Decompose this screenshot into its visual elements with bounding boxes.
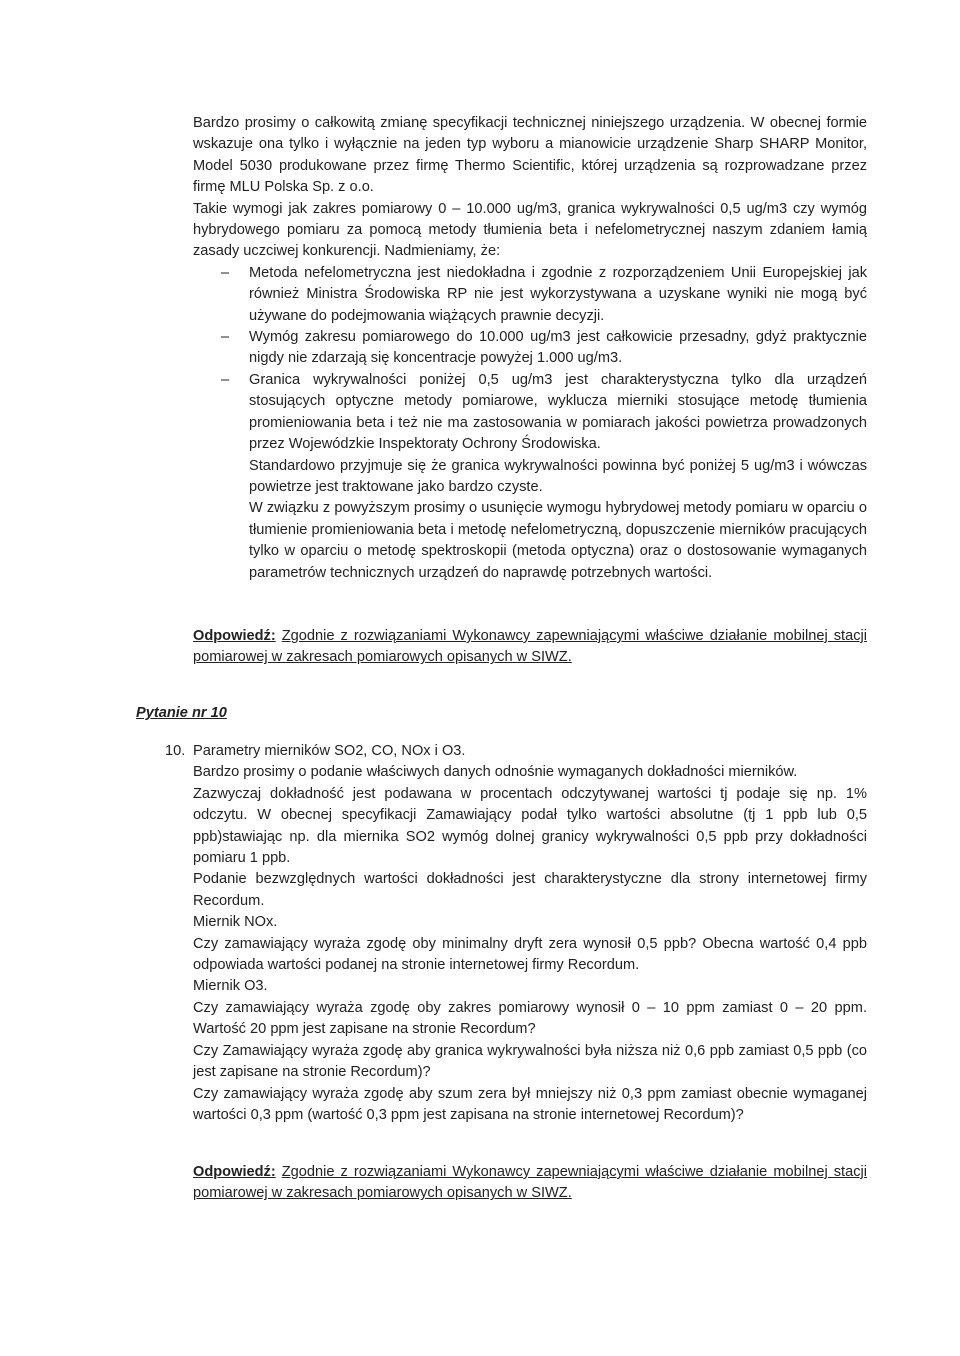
answer-text: Zgodnie z rozwiązaniami Wykonawcy zapewniającymi właściwe działanie mobilnej stacji pomiarowej w zakresach pomiarowych opisanych w SIWZ.: [193, 1164, 867, 1202]
question-title-text: Parametry mierników SO2, CO, NOx i O3.: [193, 743, 466, 759]
question-number: 10.: [165, 743, 186, 759]
question-paragraph: Miernik O3.: [193, 978, 268, 995]
intro-section: [193, 113, 867, 584]
dash-marker: –: [221, 264, 230, 281]
question-paragraph: Czy zamawiający wyraża zgodę aby szum zera był mniejszy niż 0,3 ppm zamiast obecnie wymaganej wartości 0,3 ppm (wartość 0,3 ppm jest zapisana na stronie internetowej Recordum)?: [193, 1085, 867, 1123]
question-paragraph: Bardzo prosimy o podanie właściwych danych odnośnie wymaganych dokładności mierników.: [193, 764, 798, 781]
intro-paragraph: Bardzo prosimy o całkowitą zmianę specyfikacji technicznej niniejszego urządzenia. W obecnej formie wskazuje ona tylko i wyłącznie na jeden typ wyboru a mianowicie urządzenie Sharp SHARP Monitor, Model 5030 produkowane przez firmę Thermo Scientific, której urządzenia są rozprowadzane przez firmę MLU Polska Sp. z o.o.: [193, 115, 867, 196]
question-heading: Pytanie nr 10: [136, 705, 227, 721]
question-paragraph: Czy zamawiający wyraża zgodę oby zakres pomiarowy wynosił 0 – 10 ppm zamiast 0 – 20 ppm. Wartość 20 ppm jest zapisane na stronie Recordum?: [193, 999, 867, 1038]
answer-label: Odpowiedź:: [193, 1164, 276, 1180]
intro-paragraph: Takie wymogi jak zakres pomiarowy 0 – 10.000 ug/m3, granica wykrywalności 0,5 ug/m3 czy wymóg hybrydowego pomiaru za pomocą metody tłumienia beta i nefelometrycznej naszym zdaniem łamią zasady uczciwej konkurencji. Nadmieniamy, że:: [193, 200, 867, 260]
answer-label: Odpowiedź:: [193, 628, 276, 644]
answer-block: [193, 1162, 867, 1205]
question-title: [165, 741, 867, 762]
question-paragraph: Czy zamawiający wyraża zgodę oby minimalny dryft zera wynosił 0,5 ppb? Obecna wartość 0,4 ppb odpowiada wartości podanej na stronie internetowej firmy Recordum.: [193, 935, 867, 974]
continuation-paragraph: W związku z powyższym prosimy o usunięcie wymogu hybrydowej metody pomiaru w oparciu o tłumienie promieniowania beta i metodę nefelometryczną, dopuszczenie mierników pracujących tylko w oparciu o metodę spektroskopii (metoda optyczna) oraz o dostosowanie wymaganych parametrów technicznych urządzeń do naprawdę potrzebnych wartości.: [249, 500, 867, 581]
bullet-text: Metoda nefelometryczna jest niedokładna i zgodnie z rozporządzeniem Unii Europejskiej jak również Ministra Środowiska RP nie jest wykorzystywana a uzyskane wyniki nie mogą być używane do podejmowania wiążących prawnie decyzji.: [249, 264, 867, 324]
question-paragraph: Czy Zamawiający wyraża zgodę aby granica wykrywalności była niższa niż 0,6 ppb zamiast 0,5 ppb (co jest zapisane na stronie Recordum)?: [193, 1042, 867, 1081]
bullet-text: Wymóg zakresu pomiarowego do 10.000 ug/m3 jest całkowicie przesadny, gdyż praktycznie nigdy nie zdarzają się koncentracje powyżej 1.000 ug/m3.: [249, 329, 867, 367]
dash-marker: –: [221, 371, 230, 388]
answer-block: [193, 626, 867, 669]
bullet-item: [193, 327, 867, 370]
question-paragraph: Zazwyczaj dokładność jest podawana w procentach odczytywanej wartości tj podaje się np. 1% odczytu. W obecnej specyfikacji Zamawiający podał tylko wartości absolutne (tj 1 ppb lub 0,5 ppb)stawiając np. dla miernika SO2 wymóg dolnej granicy wykrywalności 0,5 ppb przy dokładności pomiaru 1 ppb.: [193, 785, 867, 867]
bullet-item: [193, 263, 867, 327]
dash-marker: –: [221, 329, 230, 346]
question-paragraph: Podanie bezwzględnych wartości dokładności jest charakterystyczne dla strony internetowej firmy Recordum.: [193, 871, 867, 909]
continuation-paragraph: Standardowo przyjmuje się że granica wykrywalności powinna być poniżej 5 ug/m3 i wówczas powietrze jest traktowane jako bardzo czyste.: [249, 457, 867, 495]
question-10-section: [165, 741, 867, 1126]
bullet-text: Granica wykrywalności poniżej 0,5 ug/m3 jest charakterystyczna tylko dla urządzeń stosujących optyczne metody pomiarowe, wyklucza mierniki stosujące metodę tłumienia promieniowania beta i też nie ma zastosowania w pomiarach jakości powietrza prowadzonych przez Wojewódzkie Inspektoraty Ochrony Środowiska.: [249, 371, 867, 453]
question-paragraph: Miernik NOx.: [193, 914, 278, 931]
answer-text: Zgodnie z rozwiązaniami Wykonawcy zapewniającymi właściwe działanie mobilnej stacji pomiarowej w zakresach pomiarowych opisanych w SIWZ.: [193, 628, 867, 666]
bullet-item: [193, 370, 867, 456]
